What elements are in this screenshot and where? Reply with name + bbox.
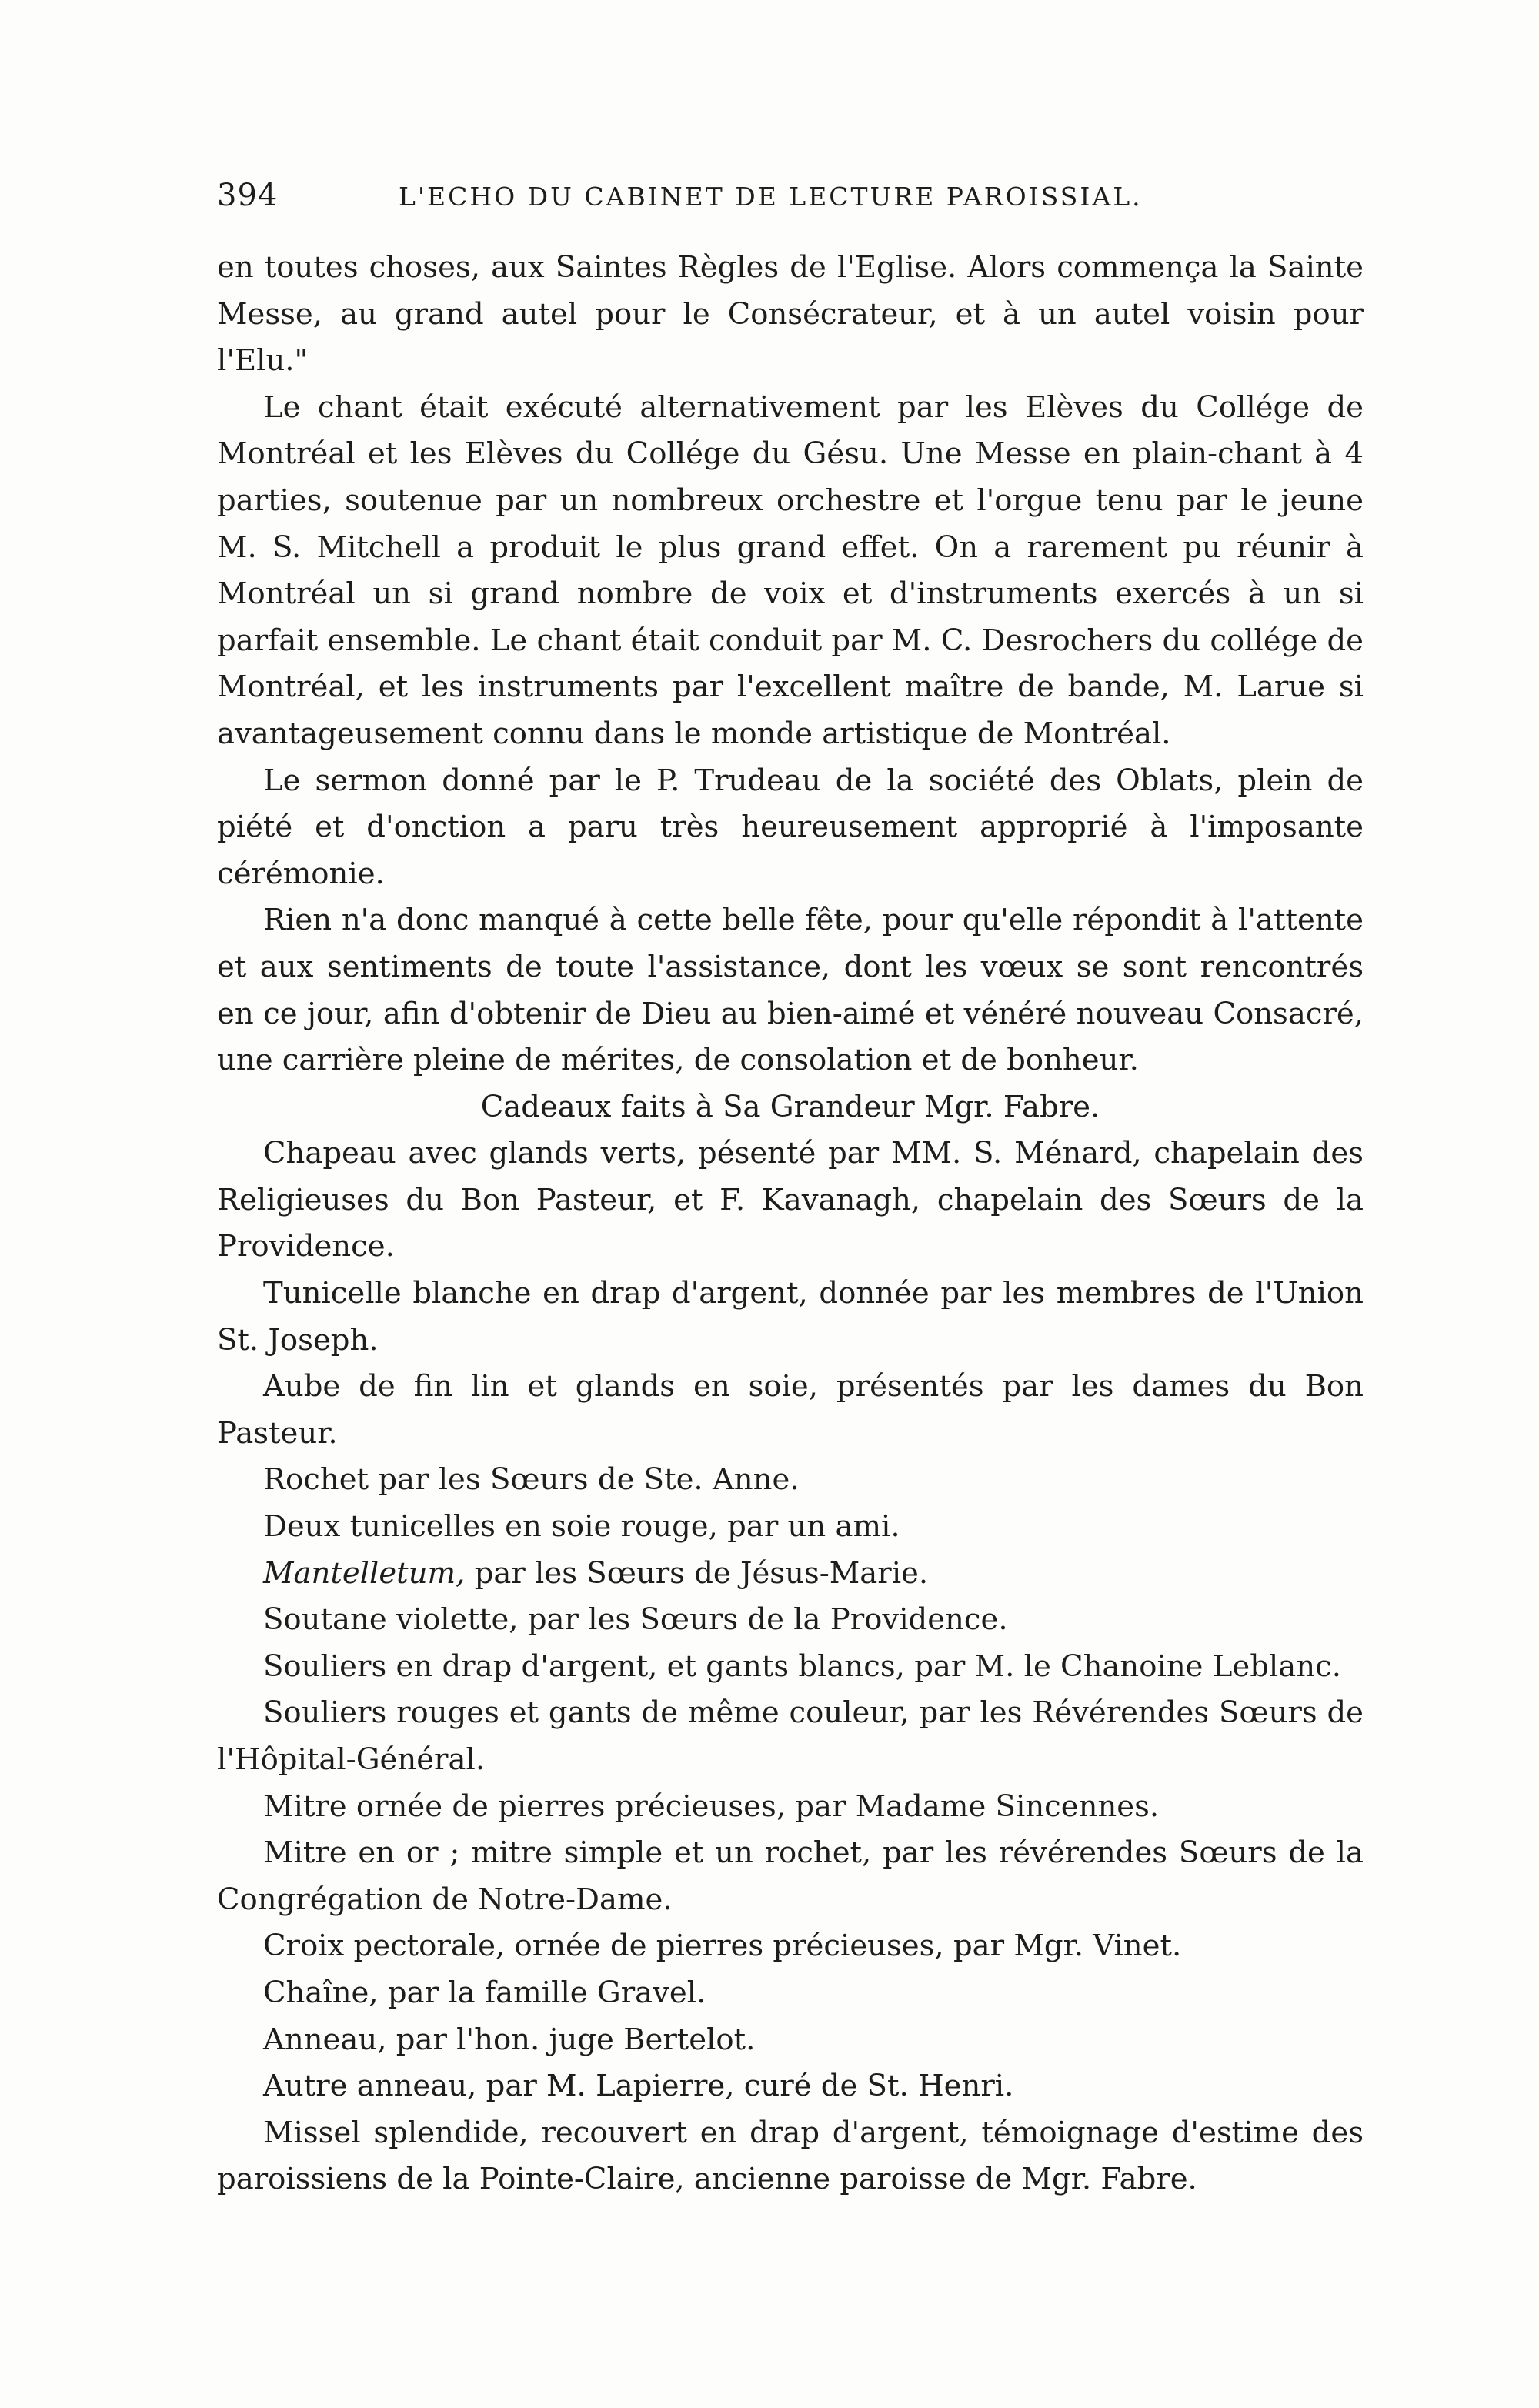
gift-item: Souliers en drap d'argent, et gants blancs, par M. le Chanoine Leblanc. xyxy=(263,1648,1341,1684)
gift-item: Chaîne, par la famille Gravel. xyxy=(263,1975,706,2010)
gift-item: Deux tunicelles en soie rouge, par un ami. xyxy=(263,1509,900,1545)
paragraph-continuation: en toutes choses, aux Saintes Règles de l'Eglise. Alors commença la Sainte Messe, au grand autel pour le Consécrateur, et à un autel voisin pour l'Elu." xyxy=(217,250,1364,379)
gift-item: Chapeau avec glands verts, pésenté par MM. S. Ménard, chapelain des Religieuses du Bon Pasteur, et F. Kavanagh, chapelain des Sœurs de la Providence. xyxy=(217,1136,1364,1264)
gift-item: Souliers rouges et gants de même couleur, par les Révérendes Sœurs de l'Hôpital-Général. xyxy=(217,1695,1364,1777)
gift-item: Tunicelle blanche en drap d'argent, donnée par les membres de l'Union St. Joseph. xyxy=(217,1276,1364,1358)
gift-item: Autre anneau, par M. Lapierre, curé de St. Henri. xyxy=(263,2069,1014,2104)
gift-item-mantelletum-text: par les Sœurs de Jésus-Marie. xyxy=(465,1555,929,1591)
gift-item: Missel splendide, recouvert en drap d'argent, témoignage d'estime des paroissiens de la Pointe-Claire, ancienne paroisse de Mgr. Fabre. xyxy=(217,2115,1364,2197)
gift-list xyxy=(217,1131,1364,2203)
gift-item: Mitre ornée de pierres précieuses, par Madame Sincennes. xyxy=(263,1788,1160,1824)
page-number: 394 xyxy=(217,178,279,213)
gift-item: Croix pectorale, ornée de pierres précieuses, par Mgr. Vinet. xyxy=(263,1929,1182,1964)
running-head: L'ECHO DU CABINET DE LECTURE PAROISSIAL. xyxy=(399,182,1143,212)
body-text xyxy=(217,245,1364,2203)
paragraph-chant: Le chant était exécuté alternativement par les Elèves du Collége de Montréal et les Elèves du Collége du Gésu. Une Messe en plain-chant à 4 parties, soutenue par un nombreux orchestre et l'orgue tenu par le jeune M. S. Mitchell a produit le plus grand effet. On a rarement pu réunir à Montréal un si grand nombre de voix et d'instruments exercés à un si parfait ensemble. Le chant était conduit par M. C. Desrochers du collége de Montréal, et les instruments par l'excellent maître de bande, M. Larue si avantageusement connu dans le monde artistique de Montréal. xyxy=(217,389,1364,751)
gift-item: Soutane violette, par les Sœurs de la Providence. xyxy=(263,1602,1008,1638)
paragraph-fete: Rien n'a donc manqué à cette belle fête, pour qu'elle répondit à l'attente et aux sentiments de toute l'assistance, dont les vœux se sont rencontrés en ce jour, afin d'obtenir de Dieu au bien-aimé et vénéré nouveau Consacré, une carrière pleine de mérites, de consolation et de bonheur. xyxy=(217,903,1364,1078)
gift-item-mantelletum-title: Mantelletum, xyxy=(263,1555,466,1591)
page-header xyxy=(217,172,1364,222)
gift-item: Rochet par les Sœurs de Ste. Anne. xyxy=(263,1462,800,1498)
section-heading: Cadeaux faits à Sa Grandeur Mgr. Fabre. xyxy=(480,1089,1100,1124)
paragraph-sermon: Le sermon donné par le P. Trudeau de la société des Oblats, plein de piété et d'onction a paru très heureusement approprié à l'imposante cérémonie. xyxy=(217,763,1364,891)
gift-item: Anneau, par l'hon. juge Bertelot. xyxy=(263,2022,756,2057)
gift-item: Aube de fin lin et glands en soie, présentés par les dames du Bon Pasteur. xyxy=(217,1369,1364,1451)
gift-item: Mitre en or ; mitre simple et un rochet, par les révérendes Sœurs de la Congrégation de Notre-Dame. xyxy=(217,1835,1364,1917)
gift-item-mantelletum xyxy=(217,1551,1364,1598)
